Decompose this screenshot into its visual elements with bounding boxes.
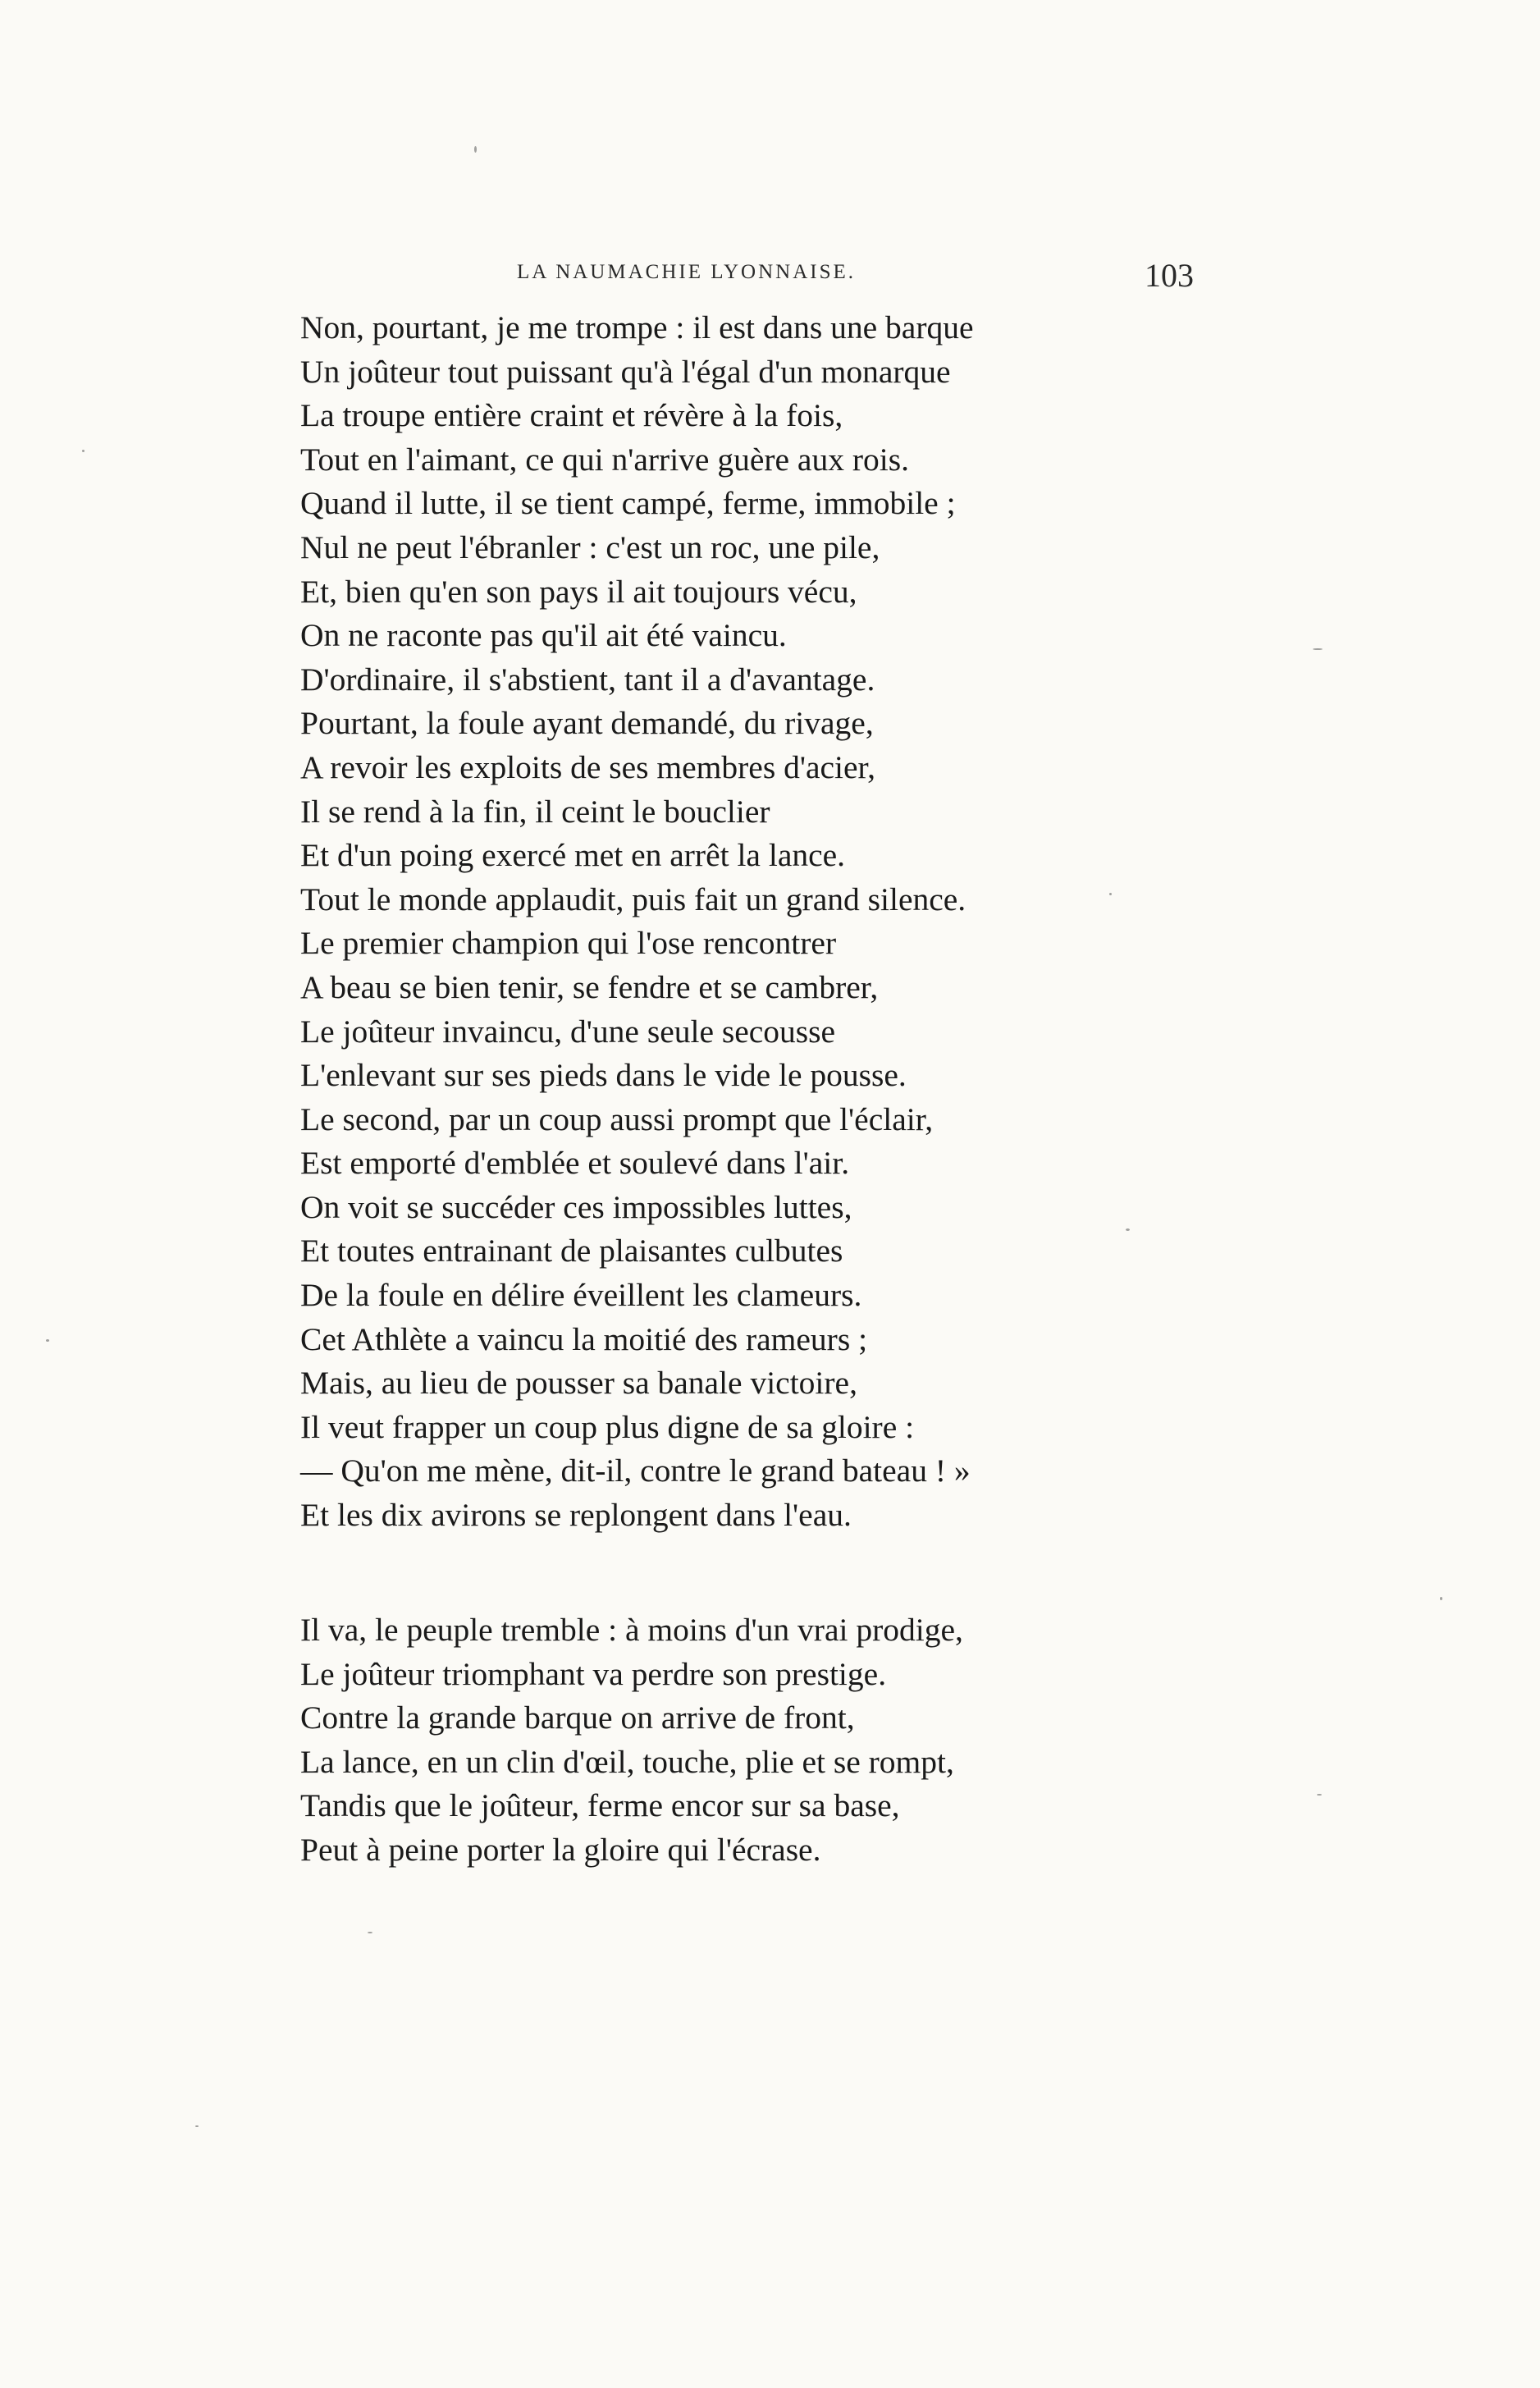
verse-line: Et toutes entrainant de plaisantes culbutes — [300, 1233, 843, 1269]
paper-speck — [1440, 1597, 1442, 1600]
verse-line: De la foule en délire éveillent les clameurs. — [300, 1277, 862, 1314]
verse-line: Le joûteur invaincu, d'une seule secousse — [300, 1013, 836, 1050]
verse-line: Est emporté d'emblée et soulevé dans l'air. — [300, 1145, 850, 1182]
verse-line: Contre la grande barque on arrive de front, — [300, 1700, 855, 1736]
paper-speck — [195, 2125, 199, 2127]
stanza-1 — [300, 306, 1121, 1538]
verse-line: Il se rend à la fin, il ceint le bouclier — [300, 793, 770, 830]
paper-speck — [1126, 1228, 1130, 1231]
paper-speck — [368, 1932, 372, 1933]
stanza-2 — [300, 1608, 1121, 1873]
verse-line: Le second, par un coup aussi prompt que l'éclair, — [300, 1100, 934, 1137]
verse-line: Un joûteur tout puissant qu'à l'égal d'un monarque — [300, 353, 951, 390]
paper-speck — [1313, 648, 1323, 650]
paper-speck — [46, 1339, 49, 1342]
verse-line: Le joûteur triomphant va perdre son prestige. — [300, 1655, 887, 1692]
verse-line: Et, bien qu'en son pays il ait toujours vécu, — [300, 573, 857, 610]
verse-line: Cet Athlète a vaincu la moitié des rameurs ; — [300, 1320, 868, 1357]
verse-line: Et les dix avirons se replongent dans l'eau. — [300, 1497, 852, 1534]
verse-line: Non, pourtant, je me trompe : il est dans une barque — [300, 309, 974, 345]
page-number: 103 — [1145, 257, 1194, 294]
verse-line: Tout le monde applaudit, puis fait un grand silence. — [300, 881, 966, 917]
verse-line: D'ordinaire, il s'abstient, tant il a d'avantage. — [300, 661, 875, 698]
paper-speck — [474, 146, 477, 153]
verse-line: Mais, au lieu de pousser sa banale victoire, — [300, 1365, 857, 1402]
verse-line: On voit se succéder ces impossibles luttes, — [300, 1188, 852, 1225]
running-title: LA NAUMACHIE LYONNAISE. — [517, 261, 857, 283]
paper-speck — [1317, 1794, 1322, 1796]
verse-line: Et d'un poing exercé met en arrêt la lance. — [300, 837, 846, 874]
verse-line: A revoir les exploits de ses membres d'acier, — [300, 748, 875, 785]
verse-line: Il veut frapper un coup plus digne de sa gloire : — [300, 1408, 915, 1445]
verse-line: La lance, en un clin d'œil, touche, plie et se rompt, — [300, 1743, 954, 1780]
paper-speck — [82, 450, 85, 452]
verse-line: Il va, le peuple tremble : à moins d'un vrai prodige, — [300, 1612, 963, 1648]
verse-line: Tandis que le joûteur, ferme encor sur sa base, — [300, 1787, 900, 1824]
verse-line: — Qu'on me mène, dit-il, contre le grand bateau ! » — [300, 1452, 971, 1489]
verse-line: L'enlevant sur ses pieds dans le vide le pousse. — [300, 1057, 907, 1094]
verse-line: Peut à peine porter la gloire qui l'écrase. — [300, 1831, 821, 1868]
verse-line: La troupe entière craint et révère à la fois, — [300, 397, 843, 434]
verse-line: Pourtant, la foule ayant demandé, du rivage, — [300, 705, 874, 742]
verse-line: Quand il lutte, il se tient campé, ferme, immobile ; — [300, 485, 956, 522]
paper-speck — [1109, 893, 1112, 895]
verse-line: Le premier champion qui l'ose rencontrer — [300, 925, 837, 962]
verse-line: A beau se bien tenir, se fendre et se cambrer, — [300, 968, 879, 1005]
verse-line: On ne raconte pas qu'il ait été vaincu. — [300, 617, 787, 654]
verse-line: Tout en l'aimant, ce qui n'arrive guère aux rois. — [300, 441, 909, 478]
verse-line: Nul ne peut l'ébranler : c'est un roc, une pile, — [300, 528, 880, 565]
